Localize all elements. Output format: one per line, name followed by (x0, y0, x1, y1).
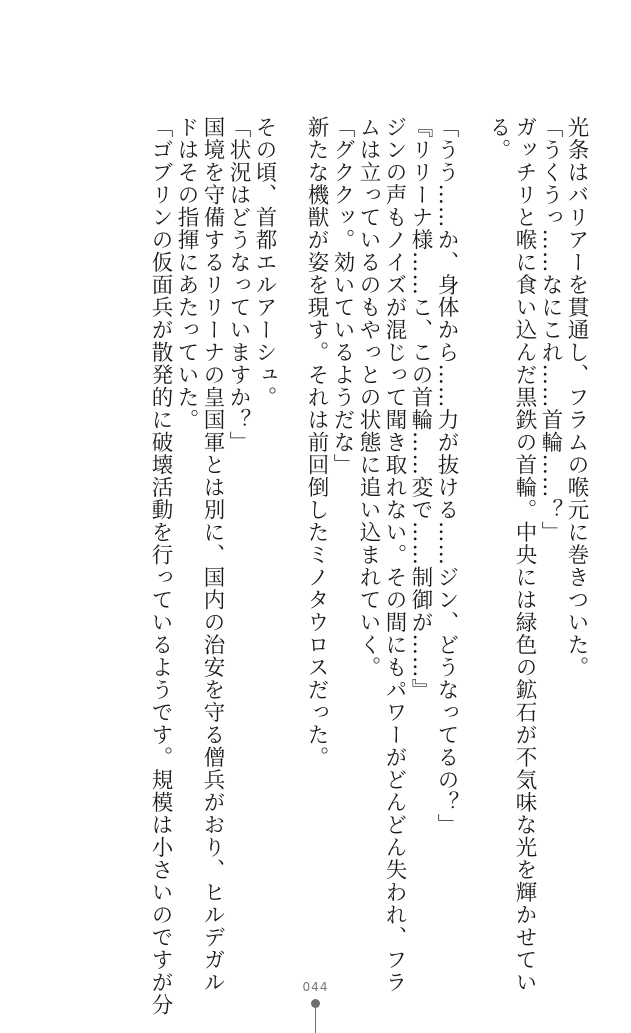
text-line: 「うくうっ……なにこれ……首輪……？」 (538, 116, 563, 544)
text-line: 『リリーナ様……こ、この首輪……変で……制御が……』 (408, 116, 433, 701)
text-line: 「ゴブリンの仮面兵が散発的に破壊活動を行っているようです。規模は小さいのですが分 (148, 116, 173, 1016)
text-line: ムは立っているのもやっとの状態に追い込まれていく。 (356, 116, 381, 679)
text-line: その頃、首都エルアーシュ。 (252, 116, 277, 409)
text-line: 「うう……か、身体から……力が抜ける……ジン、どうなってるの？」 (434, 116, 459, 836)
text-line: 新たな機獣が姿を現す。それは前回倒したミノタウロスだった。 (304, 116, 329, 769)
text-line: 国境を守備するリリーナの皇国軍とは別に、国内の治安を守る僧兵がおり、ヒルデガル (200, 116, 225, 994)
page-marker-rule (315, 1006, 316, 1033)
text-line: 「グククッ。効いているようだな」 (330, 116, 355, 476)
page-number: 044 (302, 980, 329, 994)
text-line: ジンの声もノイズが混じって聞き取れない。その間にもパワーがどんどん失われ、フラ (382, 116, 407, 994)
text-line: 光条はバリアーを貫通し、フラムの喉元に巻きついた。 (564, 116, 589, 679)
text-line: ガッチリと喉に食い込んだ黒鉄の首輪。中央には緑色の鉱石が不気味な光を輝かせてい (512, 116, 537, 994)
text-line: る。 (486, 116, 511, 161)
text-line: 「状況はどうなっていますか？」 (226, 116, 251, 454)
page-footer (0, 980, 631, 1033)
text-line: ドはその指揮にあたっていた。 (174, 116, 199, 431)
